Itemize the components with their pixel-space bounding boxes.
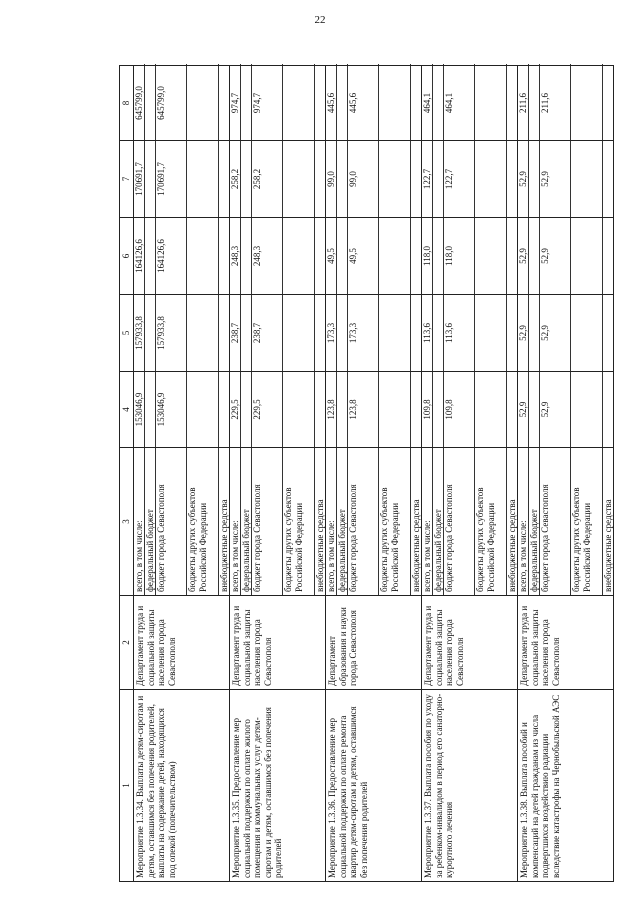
total-value: 157933,8 [134,316,144,350]
empty-value [474,64,506,142]
empty-value [314,216,325,296]
empty-value [378,64,410,142]
total-value: 645799,0 [134,86,144,120]
amount-cell [230,66,326,141]
empty-value [186,293,218,373]
total-value: 49,5 [326,248,336,264]
event-cell: Мероприятие 1.3.37. Выплата пособия по уходу за ребенком-инвалидом в период его санаторно-курортного лечения [422,690,518,882]
amount-cell [518,295,614,372]
empty-value [528,293,539,373]
city-budget-value: 52,9 [539,370,570,449]
header-cell: 4 [120,372,134,448]
city-budget-value: 445,6 [347,64,378,142]
amount-cell [422,141,518,218]
city-budget-value: 464,1 [443,64,474,142]
page-number: 22 [314,14,326,26]
city-budget-value: 99,0 [347,139,378,219]
city-budget-value: 645799,0 [155,64,186,142]
empty-value [474,216,506,296]
empty-value [144,64,155,142]
empty-value [570,370,602,449]
total-value: 123,8 [326,399,336,420]
table-row [326,66,422,882]
total-value: 113,6 [422,323,432,343]
funding-source-label: всего, в том числе: [422,520,432,592]
empty-value [432,139,443,219]
source-cell [518,448,614,596]
funding-source-label: федеральный бюджет [240,448,251,595]
total-value: 99,0 [326,171,336,187]
executor-cell: Департамент труда и социальной защиты населения города Севастополя [422,596,518,690]
empty-value [602,216,613,296]
header-cell: 8 [120,66,134,141]
total-value: 170691,7 [134,162,144,196]
empty-value [282,293,314,373]
funding-source-label: бюджет города Севастополя [155,448,186,595]
funding-source-label: федеральный бюджет [432,448,443,595]
empty-value [570,293,602,373]
funding-source-label: бюджеты других субъектов Российской Федерации [186,448,218,595]
city-budget-value: 157933,8 [155,293,186,373]
total-value: 52,9 [518,171,528,187]
empty-value [314,64,325,142]
total-value: 164126,6 [134,239,144,273]
empty-value [474,293,506,373]
empty-value [240,139,251,219]
empty-value [410,293,421,373]
total-value: 464,1 [422,92,432,114]
total-value: 153046,9 [134,392,144,427]
empty-value [528,139,539,219]
funding-source-label: бюджеты других субъектов Российской Федерации [282,448,314,595]
funding-source-label: всего, в том числе: [230,520,240,592]
empty-value [240,370,251,449]
empty-value [410,64,421,142]
total-value: 238,7 [230,322,240,344]
header-cell: 1 [120,690,134,882]
empty-value [240,216,251,296]
empty-value [432,216,443,296]
amount-cell [518,66,614,141]
empty-value [240,293,251,373]
funding-source-label: всего, в том числе: [134,520,144,592]
program-table [119,65,614,882]
total-value: 258,2 [230,168,240,190]
amount-cell [134,372,230,448]
empty-value [336,139,347,219]
total-value: 52,9 [518,248,528,264]
header-cell: 7 [120,141,134,218]
empty-value [602,370,613,449]
empty-value [218,64,229,142]
table-row [230,66,326,882]
executor-cell: Департамент труда и социальной защиты населения города Севастополя [230,596,326,690]
empty-value [186,370,218,449]
amount-cell [326,295,422,372]
empty-value [410,216,421,296]
source-cell [326,448,422,596]
amount-cell [326,218,422,295]
funding-source-label: бюджеты других субъектов Российской Федерации [378,448,410,595]
funding-source-label: внебюджетные средства [506,448,517,595]
event-cell: Мероприятие 1.3.36. Предоставление мер социальной поддержки по оплате ремонта квартир детям-сиротам и детям, оставшимся без попечения родителей [326,690,422,882]
amount-cell [518,141,614,218]
funding-source-label: внебюджетные средства [218,448,229,595]
table-row [422,66,518,882]
city-budget-value: 49,5 [347,216,378,296]
amount-cell [518,218,614,295]
empty-value [240,64,251,142]
empty-value [144,293,155,373]
empty-value [528,216,539,296]
total-value: 52,9 [518,325,528,341]
total-value: 52,9 [518,401,528,418]
event-cell: Мероприятие 1.3.35. Предоставление мер социальной поддержки по оплате жилого помещения и коммунальных услуг детям-сиротам и детям, оставшимся без попечения родителей [230,690,326,882]
empty-value [378,216,410,296]
funding-source-label: бюджет города Севастополя [251,448,282,595]
amount-cell [134,295,230,372]
amount-cell [422,218,518,295]
empty-value [218,139,229,219]
city-budget-value: 229,5 [251,370,282,449]
empty-value [506,293,517,373]
empty-value [432,293,443,373]
empty-value [570,64,602,142]
empty-value [474,370,506,449]
total-value: 248,3 [230,245,240,267]
empty-value [410,370,421,449]
empty-value [432,64,443,142]
funding-source-label: бюджет города Севастополя [443,448,474,595]
empty-value [282,370,314,449]
city-budget-value: 123,8 [347,370,378,449]
empty-value [506,64,517,142]
rotated-table-container [119,66,613,882]
empty-value [570,216,602,296]
empty-value [506,216,517,296]
funding-source-label: бюджет города Севастополя [539,448,570,595]
amount-cell [422,295,518,372]
amount-cell [230,218,326,295]
funding-source-label: внебюджетные средства [602,448,613,595]
total-value: 122,7 [422,168,432,190]
city-budget-value: 974,7 [251,64,282,142]
total-value: 445,6 [326,92,336,114]
city-budget-value: 164126,6 [155,216,186,296]
total-value: 109,8 [422,399,432,420]
empty-value [186,64,218,142]
amount-cell [326,66,422,141]
funding-source-label: бюджеты других субъектов Российской Федерации [570,448,602,595]
amount-cell [230,372,326,448]
empty-value [336,370,347,449]
city-budget-value: 211,6 [539,64,570,142]
empty-value [144,370,155,449]
empty-value [314,293,325,373]
amount-cell [422,66,518,141]
header-row [120,66,134,882]
empty-value [218,293,229,373]
empty-value [602,293,613,373]
amount-cell [134,141,230,218]
funding-source-label: федеральный бюджет [528,448,539,595]
empty-value [474,139,506,219]
empty-value [506,370,517,449]
city-budget-value: 118,0 [443,216,474,296]
total-value: 173,3 [326,322,336,344]
funding-source-label: бюджет города Севастополя [347,448,378,595]
empty-value [602,64,613,142]
executor-cell: Департамент труда и социальной защиты населения города Севастополя [134,596,230,690]
empty-value [378,370,410,449]
empty-value [144,216,155,296]
city-budget-value: 122,7 [443,139,474,219]
total-value: 211,6 [518,93,528,113]
empty-value [410,139,421,219]
funding-source-label: внебюджетные средства [410,448,421,595]
header-cell: 5 [120,295,134,372]
source-cell [134,448,230,596]
amount-cell [134,218,230,295]
source-cell [422,448,518,596]
city-budget-value: 248,3 [251,216,282,296]
funding-source-label: всего, в том числе: [518,520,528,592]
funding-source-label: бюджеты других субъектов Российской Федерации [474,448,506,595]
city-budget-value: 153046,9 [155,370,186,449]
empty-value [218,370,229,449]
event-cell: Мероприятие 1.3.38. Выплата пособий и компенсаций на детей гражданам из числа подвергшихся воздействию радиации вследствие катастрофы на Чернобыльской АЭС [518,690,614,882]
city-budget-value: 258,2 [251,139,282,219]
total-value: 118,0 [422,246,432,266]
empty-value [314,370,325,449]
funding-source-label: федеральный бюджет [336,448,347,595]
amount-cell [230,295,326,372]
empty-value [144,139,155,219]
table-row [518,66,614,882]
amount-cell [422,372,518,448]
city-budget-value: 238,7 [251,293,282,373]
event-cell: Мероприятие 1.3.34. Выплаты детям-сиротам и детям, оставшимся без попечения родителей, выплаты на содержание детей, находящихся под опекой (попечительством) [134,690,230,882]
table-row [134,66,230,882]
empty-value [314,139,325,219]
header-cell: 2 [120,596,134,690]
city-budget-value: 170691,7 [155,139,186,219]
empty-value [186,139,218,219]
source-cell [230,448,326,596]
header-cell: 6 [120,218,134,295]
empty-value [336,216,347,296]
total-value: 974,7 [230,92,240,114]
empty-value [378,293,410,373]
empty-value [282,139,314,219]
empty-value [282,64,314,142]
city-budget-value: 109,8 [443,370,474,449]
amount-cell [230,141,326,218]
amount-cell [326,372,422,448]
empty-value [282,216,314,296]
empty-value [336,293,347,373]
total-value: 229,5 [230,399,240,420]
funding-source-label: федеральный бюджет [144,448,155,595]
funding-source-label: всего, в том числе: [326,520,336,592]
empty-value [432,370,443,449]
city-budget-value: 113,6 [443,293,474,373]
empty-value [506,139,517,219]
city-budget-value: 52,9 [539,139,570,219]
empty-value [528,64,539,142]
empty-value [378,139,410,219]
city-budget-value: 52,9 [539,293,570,373]
empty-value [602,139,613,219]
amount-cell [134,66,230,141]
empty-value [218,216,229,296]
funding-source-label: внебюджетные средства [314,448,325,595]
city-budget-value: 52,9 [539,216,570,296]
empty-value [336,64,347,142]
table-body [134,66,614,882]
empty-value [186,216,218,296]
amount-cell [326,141,422,218]
empty-value [570,139,602,219]
empty-value [528,370,539,449]
executor-cell: Департамент образования и науки города Севастополя [326,596,422,690]
header-cell: 3 [120,448,134,596]
amount-cell [518,372,614,448]
executor-cell: Департамент труда и социальной защиты населения города Севастополя [518,596,614,690]
city-budget-value: 173,3 [347,293,378,373]
